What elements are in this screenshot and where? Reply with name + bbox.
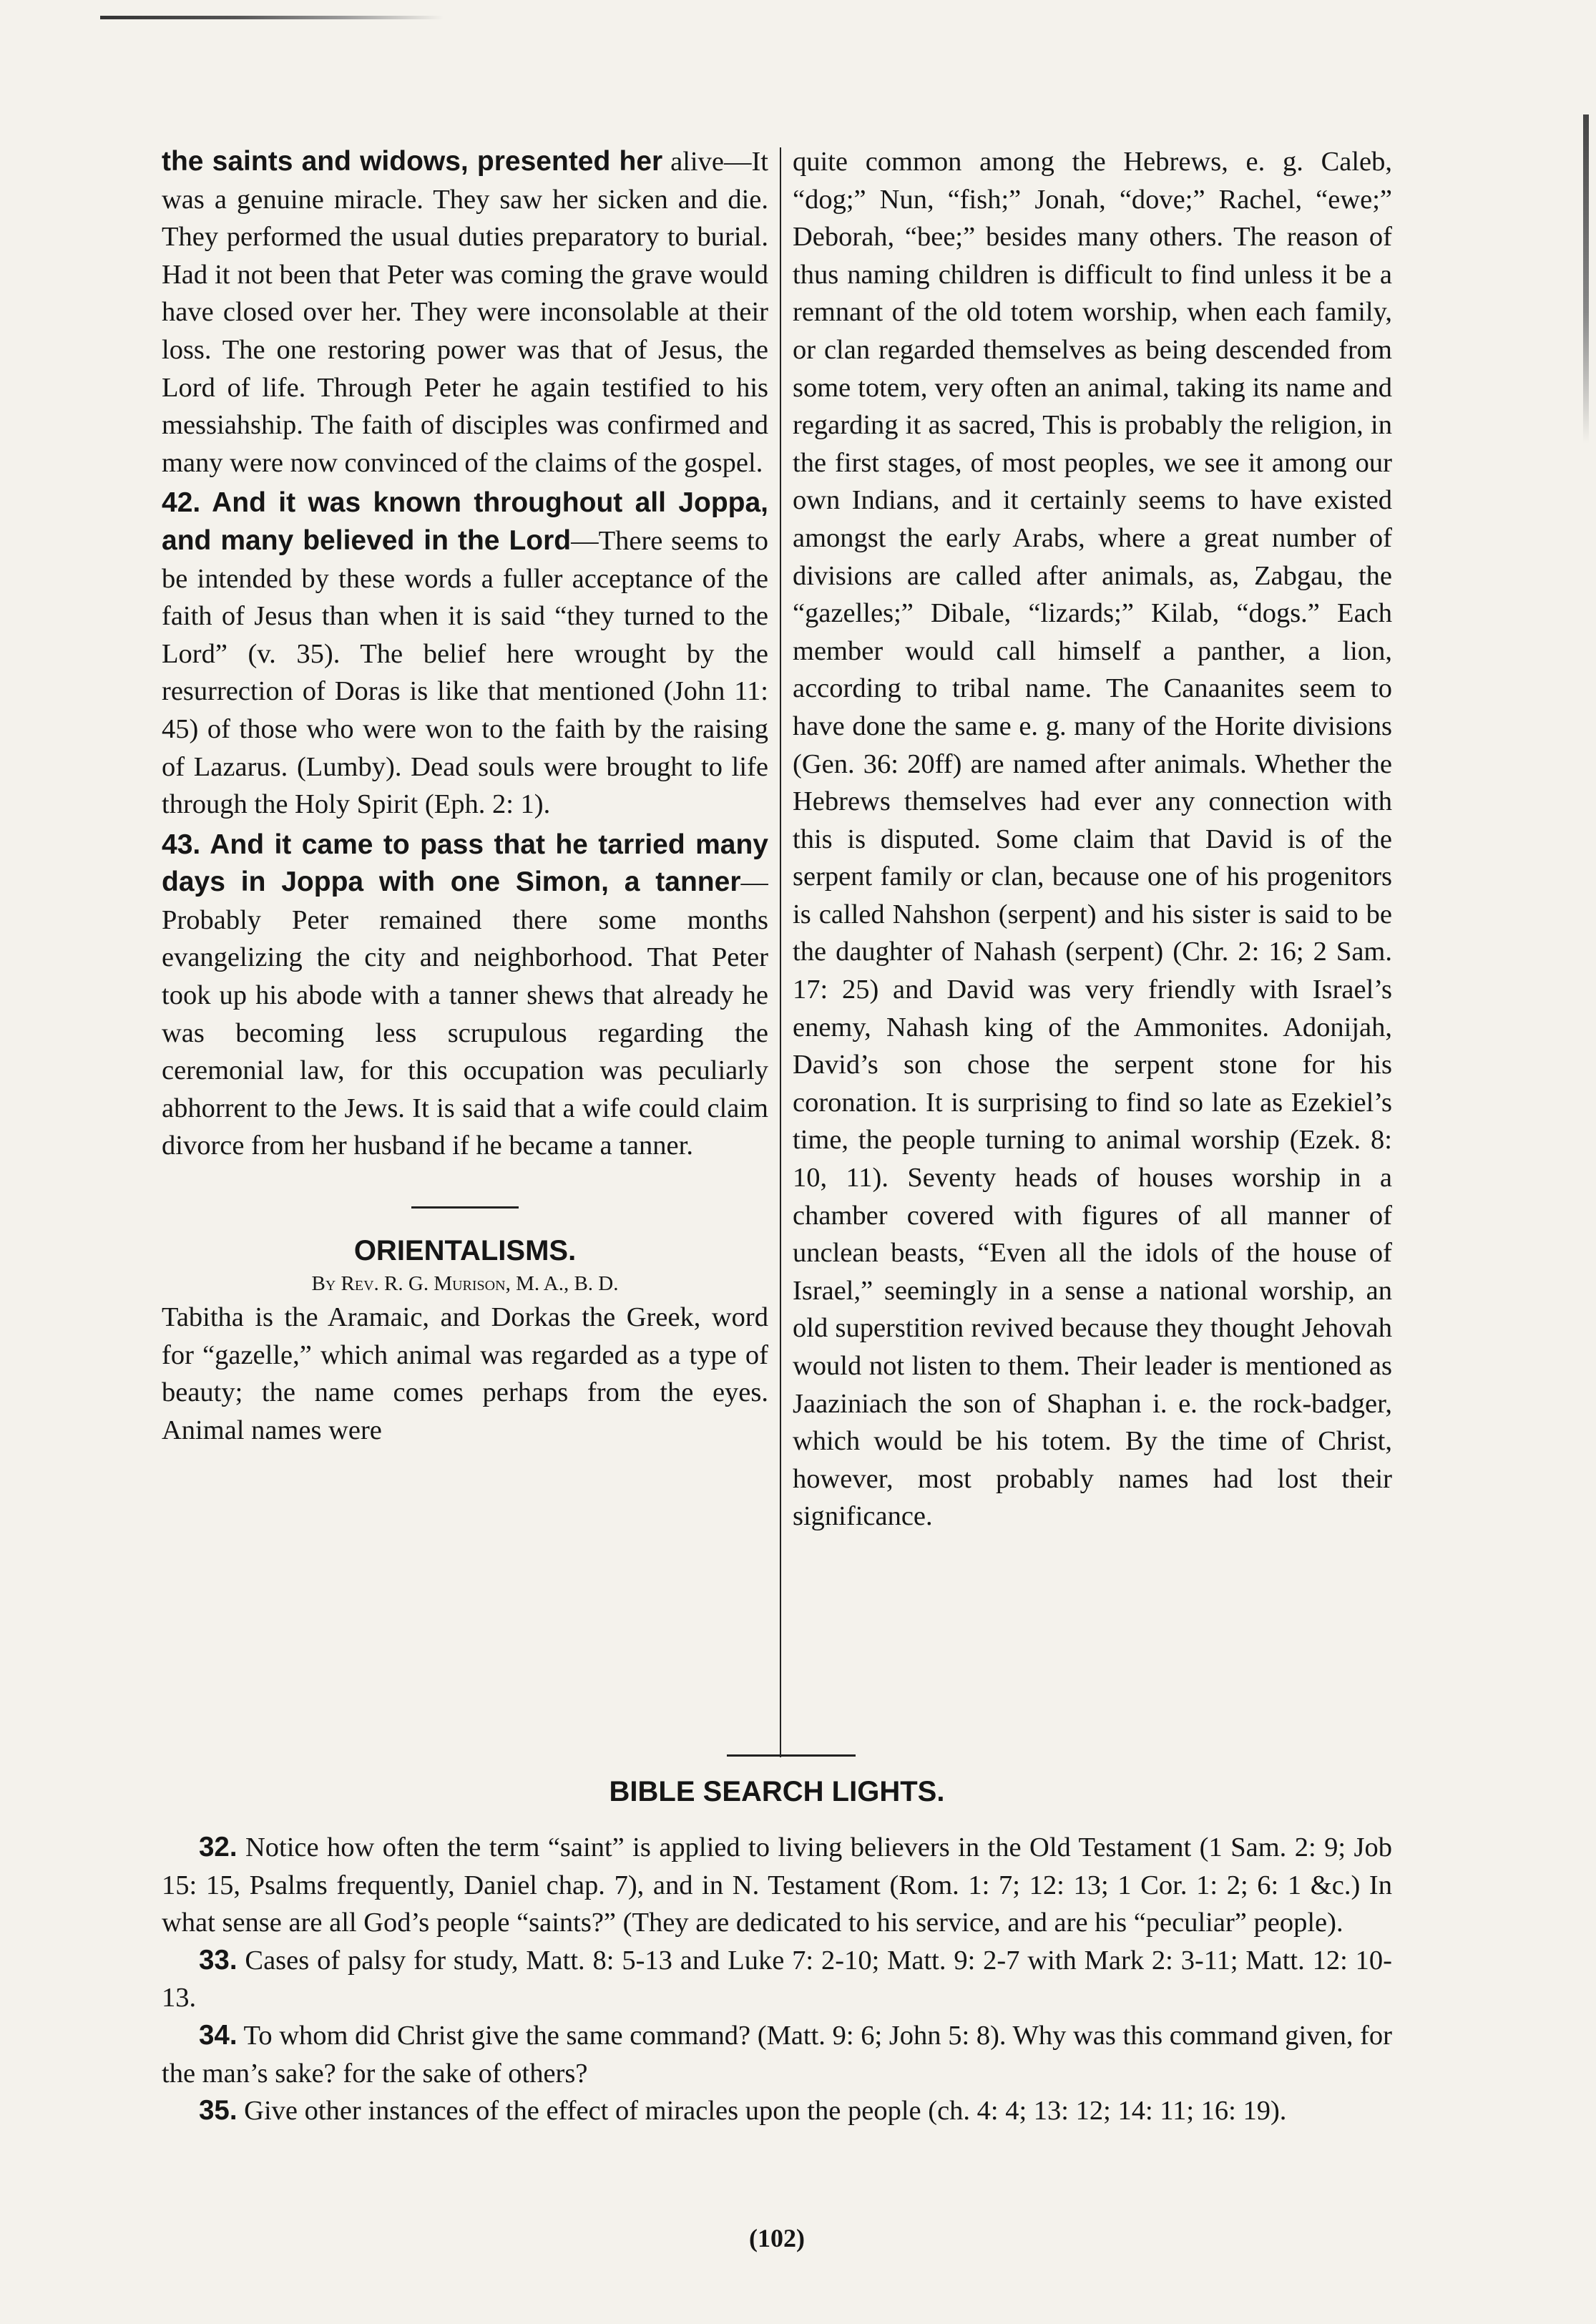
paragraph-continuation: [162, 143, 768, 482]
section-divider: [411, 1206, 519, 1209]
orientalisms-text: Tabitha is the Aramaic, and Dorkas the Greek, word for “gazelle,” which animal was regarded as a type of beauty; the name comes perhaps from the eyes. Animal names were: [162, 1302, 768, 1445]
verse-number: 43.: [162, 829, 201, 860]
question-item: [162, 1829, 1392, 1942]
verse-42-paragraph: [162, 484, 768, 823]
verse-heading: And it came to pass that he tarried many days in Joppa with one Simon, a tanner: [162, 829, 768, 898]
question-number: 35.: [199, 2095, 238, 2127]
question-text: Cases of palsy for study, Matt. 8: 5-13 and Luke 7: 2-10; Matt. 9: 2-7 with Mark 2: 3-11; Matt. 12: 10-13.: [162, 1945, 1392, 2013]
question-number: 32.: [199, 1832, 238, 1862]
left-column: [162, 143, 768, 1760]
verse-lead-text: the saints and widows, presented her: [162, 146, 663, 177]
question-list: [162, 1829, 1392, 2130]
column-divider: [780, 147, 781, 1757]
document-page: [162, 143, 1392, 2261]
verse-43-paragraph: [162, 826, 768, 1165]
verse-commentary: —There seems to be intended by these words a fuller acceptance of the faith of Jesus than when it is said “they turned to the Lord” (v. 35). The belief here wrought by the resurrection of Doras is like that mentioned (John 11: 45) of those who were won to the faith by the raising of Lazarus. (Lumby). Dead souls were brought to life through the Holy Spirit (Eph. 2: 1).: [162, 525, 768, 820]
right-column: [793, 143, 1392, 1760]
orientalisms-title: ORIENTALISMS.: [353, 1235, 577, 1267]
question-number: 33.: [199, 1944, 238, 1976]
scan-artifact-rule: [100, 16, 444, 19]
question-item: [162, 1942, 1392, 2017]
bible-search-lights-title: BIBLE SEARCH LIGHTS.: [609, 1776, 945, 1807]
question-text: To whom did Christ give the same command? (Matt. 9: 6; John 5: 8). Why was this command given, for the man’s sake? for the sake of others?: [162, 2020, 1392, 2089]
binding-edge-mark: [1583, 114, 1589, 444]
question-text: Notice how often the term “saint” is applied to living believers in the Old Testament (1 Sam. 2: 9; Job 15: 15, Psalms frequently, Daniel chap. 7), and in N. Testament (Rom. 1: 7; 12: 13; 1 Cor. 1: 2; 6: 1 &c.) In what sense are all God’s people “saints?” (They are dedicated to his service, and are his “peculiar” people).: [162, 1832, 1392, 1938]
verse-heading: And it was known throughout all Joppa, and many believed in the Lord: [162, 487, 768, 556]
verse-commentary: —Probably Peter remained there some months evangelizing the city and neighborhood. That Peter took up his abode with a tanner shews that already he was becoming less scrupulous regarding the ceremonial law, for this occupation was peculiarly abhorrent to the Jews. It is said that a wife could claim divorce from her husband if he became a tanner.: [162, 867, 768, 1161]
question-item: [162, 2017, 1392, 2092]
author-byline: By Rev. R. G. Murison, M. A., B. D.: [311, 1272, 619, 1296]
page-number: (102): [749, 2224, 805, 2252]
question-text: Give other instances of the effect of miracles upon the people (ch. 4: 4; 13: 12; 14: 11; 16: 19).: [237, 2096, 1287, 2127]
orientalisms-continuation: quite common among the Hebrews, e. g. Caleb, “dog;” Nun, “fish;” Jonah, “dove;” Rachel, “ewe;” Deborah, “bee;” besides many others. The reason of thus naming children is difficult to find unless it be a remnant of the old totem worship, when each family, or clan regarded themselves as being descended from some totem, very often an animal, taking its name and regarding it as sacred, This is probably the religion, in the first stages, of most peoples, we see it among our own Indians, and it certainly seems to have existed amongst the early Arabs, where a great number of divisions are called after animals, as, Zabgau, the “gazelles;” Dibale, “lizards;” Kilab, “dogs.” Each member would call himself a panther, a lion, according to tribal name. The Canaanites seem to have done the same e. g. many of the Horite divisions (Gen. 36: 20ff) are named after animals. Whether the Hebrews themselves had ever any connection with this is disputed. Some claim that David is of the serpent family or clan, because one of his progenitors is called Nahshon (serpent) and his sister is said to be the daughter of Nahash (serpent) (Chr. 2: 16; 2 Sam. 17: 25) and David was very friendly with Israel’s enemy, Nahash king of the Ammonites. Adonijah, David’s son chose the serpent stone for his coronation. It is surprising to find so late as Ezekiel’s time, the people turning to animal worship (Ezek. 8: 10, 11). Seventy heads of houses worship in a chamber covered with figures of all manner of unclean beasts, “Even all the idols of the house of Israel,” seemingly in a sense a national worship, an old superstition revived because they thought Jehovah would not listen to them. Their leader is mentioned as Jaaziniach the son of Shaphan i. e. the rock-badger, which would be his totem. By the time of Christ, however, most probably names had lost their significance.: [793, 147, 1392, 1532]
section-divider: [727, 1754, 856, 1757]
question-number: 34.: [199, 2019, 238, 2051]
paragraph-text: alive—It was a genuine miracle. They saw her sicken and die. They performed the usual duties preparatory to burial. Had it not been that Peter was coming the grave would have closed over her. They were inconsolable at their loss. The one restoring power was that of Jesus, the Lord of life. Through Peter he again testified to his messiahship. The faith of disciples was confirmed and many were now convinced of the claims of the gospel.: [162, 147, 768, 478]
two-column-body: [162, 143, 1392, 1760]
question-item: [162, 2092, 1392, 2130]
verse-number: 42.: [162, 487, 201, 519]
